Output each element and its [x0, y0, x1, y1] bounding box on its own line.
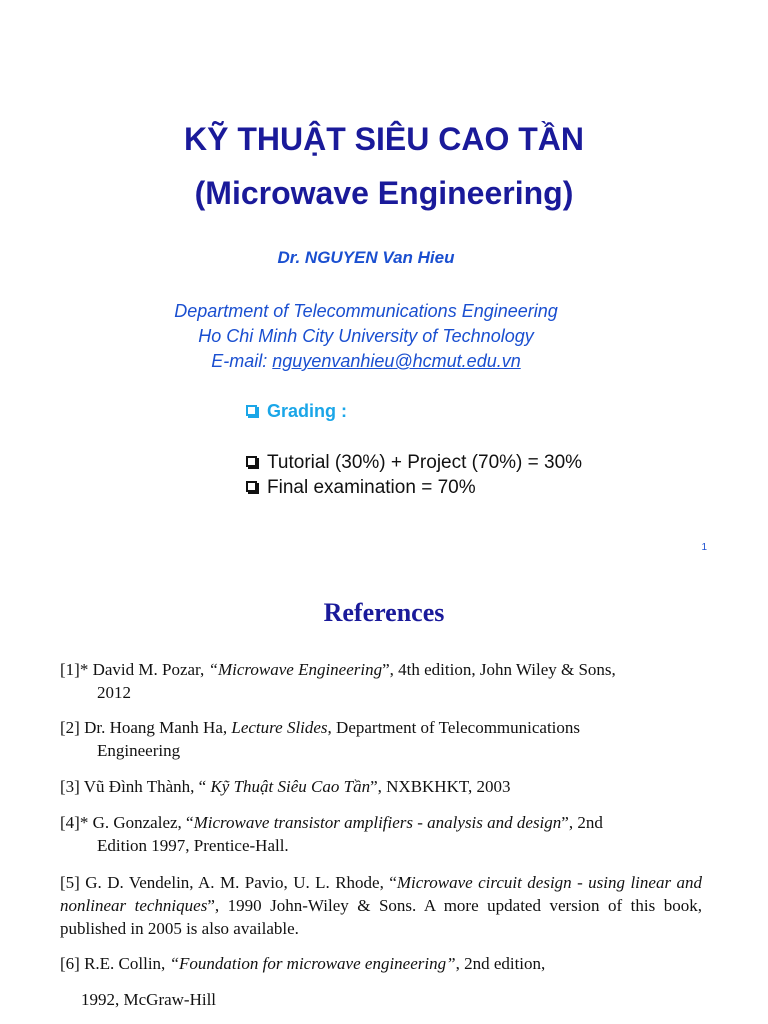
reference-author: R.E. Collin,: [79, 954, 170, 973]
page-number: 1: [701, 542, 707, 553]
reference-author: Vũ Đình Thành, “: [79, 777, 207, 796]
reference-number: [2]: [60, 718, 80, 737]
reference-item: [60, 658, 702, 704]
reference-item: [60, 716, 702, 762]
grading-item: [246, 452, 582, 474]
reference-author: G. Gonzalez, “: [88, 813, 194, 832]
reference-item: [60, 952, 702, 975]
reference-details: , 2nd edition,: [455, 954, 546, 973]
reference-title: Kỹ Thuật Siêu Cao Tần: [206, 777, 371, 796]
reference-details-cont: 1992, McGraw-Hill: [81, 990, 217, 1009]
reference-title: “Foundation for microwave engineering”: [169, 954, 456, 973]
reference-details: ”, 2nd: [561, 813, 603, 832]
university: Ho Chi Minh City University of Technology: [198, 326, 534, 346]
reference-details-cont: Engineering: [97, 741, 181, 760]
email-link[interactable]: nguyenvanhieu@hcmut.edu.vn: [272, 351, 521, 371]
reference-details: , Department of Telecommunications: [327, 718, 581, 737]
author-name: Dr. NGUYEN Van Hieu: [277, 248, 455, 267]
reference-number: [1]*: [60, 660, 89, 679]
checkbox-bullet-icon: [246, 456, 257, 467]
reference-item: [60, 811, 702, 857]
grading-item: [246, 477, 476, 499]
references-title: References: [323, 598, 445, 627]
grading-label: Grading :: [267, 401, 347, 421]
reference-author: G. D. Vendelin, A. M. Pavio, U. L. Rhode, “: [79, 873, 397, 892]
grading-item-text: Tutorial (30%) + Project (70%) = 30%: [267, 452, 583, 473]
reference-number: [6]: [60, 954, 80, 973]
checkbox-bullet-icon: [246, 481, 257, 492]
grading-item-text: Final examination = 70%: [267, 477, 476, 498]
reference-details: ”, 4th edition, John Wiley & Sons,: [382, 660, 616, 679]
reference-details-cont: 2012: [97, 683, 131, 702]
reference-number: [4]*: [60, 813, 89, 832]
reference-number: [3]: [60, 777, 80, 796]
email-line: [0, 351, 732, 372]
grading-heading: [246, 401, 347, 422]
reference-author: Dr. Hoang Manh Ha,: [79, 718, 232, 737]
checkbox-bullet-icon: [246, 405, 257, 416]
reference-title: “Microwave Engineering: [208, 660, 383, 679]
slide-title: KỸ THUẬT SIÊU CAO TẦN: [184, 121, 584, 157]
reference-title: Microwave circuit design - using linear and nonlinear techniques: [60, 873, 702, 915]
reference-details: ”, 1990 John-Wiley & Sons. A more updated version of this book, published in 2005 is also available.: [60, 896, 702, 938]
reference-item: [60, 775, 702, 798]
slide-subtitle: (Microwave Engineering): [194, 175, 574, 211]
reference-number: [5]: [60, 873, 80, 892]
department: Department of Telecommunications Engineering: [174, 301, 558, 321]
reference-details: ”, NXBKHKT, 2003: [370, 777, 511, 796]
reference-item: [60, 871, 702, 940]
reference-details-cont: Edition 1997, Prentice-Hall.: [97, 836, 289, 855]
reference-author: David M. Pozar,: [88, 660, 209, 679]
email-label: E-mail:: [211, 351, 273, 371]
reference-title: Lecture Slides: [231, 718, 328, 737]
reference-title: Microwave transistor amplifiers - analysis and design: [193, 813, 562, 832]
